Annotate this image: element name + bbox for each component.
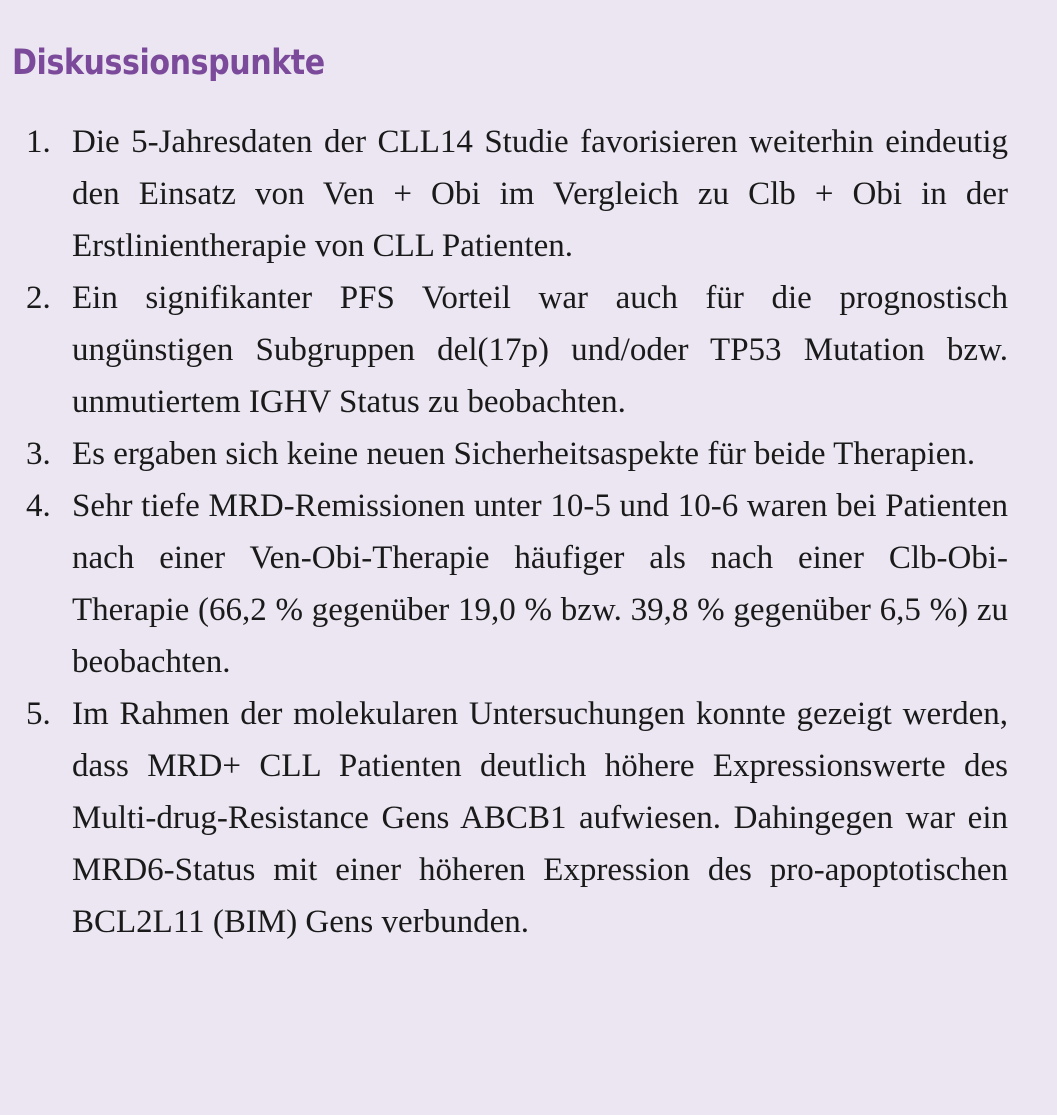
list-item	[0, 116, 1057, 272]
list-item	[0, 428, 1057, 480]
item-number: 1.	[26, 124, 51, 160]
discussion-list	[0, 116, 1057, 948]
item-number: 4.	[26, 488, 51, 524]
item-number: 5.	[26, 696, 51, 732]
item-text: Im Rahmen der molekularen Untersuchungen konnte gezeigt werden, dass MRD+ CLL Patienten deutlich höhere Expressionswerte des Multi-drug-Resistance Gens ABCB1 aufwiesen. Dahingegen war ein MRD6-Status mit einer höheren Expression des pro-apoptotischen BCL2L11 (BIM) Gens verbunden.	[72, 696, 1008, 940]
list-item	[0, 480, 1057, 688]
item-number: 3.	[26, 436, 51, 472]
box-title: Diskussionspunkte	[12, 43, 325, 83]
item-number: 2.	[26, 280, 51, 316]
item-text: Ein signifikanter PFS Vorteil war auch für die prognostisch ungünstigen Subgruppen del(17p) und/oder TP53 Mutation bzw. unmutiertem IGHV Status zu beobachten.	[72, 280, 1008, 420]
item-text: Es ergaben sich keine neuen Sicherheitsaspekte für beide Therapien.	[72, 436, 976, 472]
list-item	[0, 272, 1057, 428]
item-text: Sehr tiefe MRD-Remissionen unter 10-5 und 10-6 waren bei Patienten nach einer Ven-Obi-Therapie häufiger als nach einer Clb-Obi-Therapie (66,2 % gegenüber 19,0 % bzw. 39,8 % gegenüber 6,5 %) zu beobachten.	[72, 488, 1008, 680]
item-text: Die 5-Jahresdaten der CLL14 Studie favorisieren weiterhin eindeutig den Einsatz von Ven + Obi im Vergleich zu Clb + Obi in der Erstlinientherapie von CLL Patienten.	[72, 124, 1008, 264]
list-item	[0, 688, 1057, 948]
